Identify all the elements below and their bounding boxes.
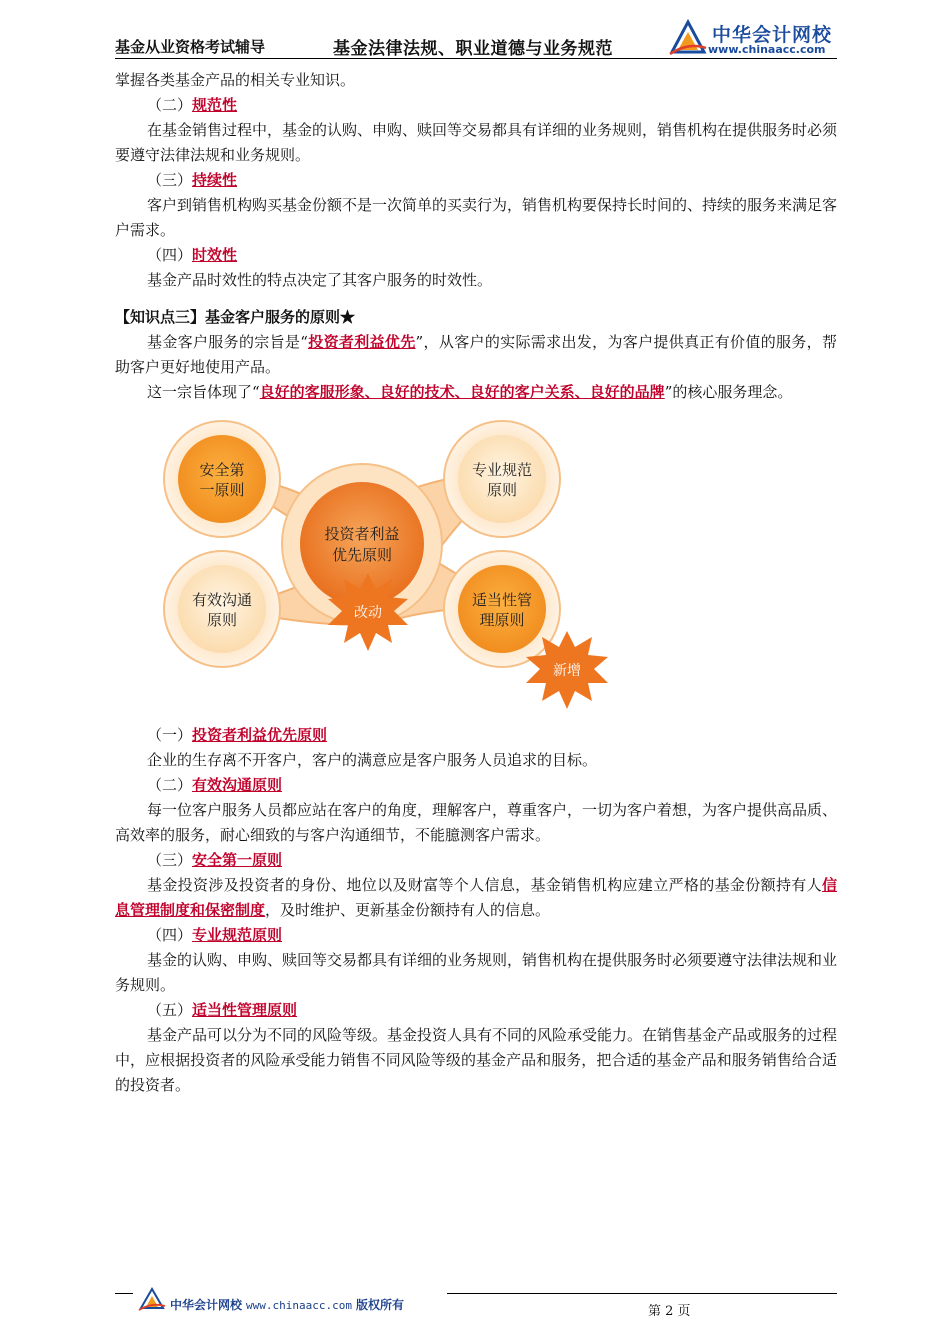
principle-heading bbox=[115, 923, 837, 948]
footer-logo-icon bbox=[138, 1286, 166, 1312]
label-bottom-right: 理原则 bbox=[479, 611, 525, 629]
principle-keyword: 投资者利益优先原则 bbox=[192, 726, 328, 744]
principle-keyword: 安全第一原则 bbox=[192, 851, 283, 869]
label-burst-new: 新增 bbox=[553, 663, 581, 679]
section-keyword: 时效性 bbox=[192, 246, 238, 264]
label-top-left: 安全第 bbox=[199, 461, 245, 479]
label-top-right: 专业规范 bbox=[471, 461, 533, 479]
page-content bbox=[115, 68, 837, 1098]
principle-number: （二） bbox=[147, 776, 193, 794]
logo-name: 中华会计网校 bbox=[712, 24, 833, 46]
footer-brand bbox=[170, 1296, 404, 1313]
k3-paragraph-2 bbox=[115, 380, 837, 405]
principle-text: 企业的生存离不开客户，客户的满意应是客户服务人员追求的目标。 bbox=[147, 751, 598, 769]
footer-brand-name: 中华会计网校 bbox=[170, 1298, 243, 1312]
section-heading bbox=[115, 168, 837, 193]
principles-diagram bbox=[152, 419, 632, 709]
logo-url[interactable]: www.chinaacc.com bbox=[708, 43, 826, 56]
principle-keyword: 专业规范原则 bbox=[192, 926, 283, 944]
footer-rule-left bbox=[115, 1293, 133, 1294]
page-number: 第 2 页 bbox=[648, 1304, 691, 1319]
logo-triangle-icon bbox=[668, 18, 708, 58]
k3-paragraph-1 bbox=[115, 330, 837, 380]
section-text: 基金产品时效性的特点决定了其客户服务的时效性。 bbox=[147, 271, 493, 289]
label-center: 投资者利益 bbox=[324, 525, 400, 543]
section-heading bbox=[115, 93, 837, 118]
section-keyword: 持续性 bbox=[192, 171, 238, 189]
principle-heading bbox=[115, 998, 837, 1023]
label-bottom-left: 原则 bbox=[206, 611, 238, 629]
text-run: 这一宗旨体现了“ bbox=[147, 383, 260, 401]
principle-heading bbox=[115, 773, 837, 798]
footer-rights: 版权所有 bbox=[355, 1298, 404, 1312]
section-number: （二） bbox=[147, 96, 193, 114]
label-bottom-right: 适当性管 bbox=[471, 591, 533, 609]
text-run: 基金投资涉及投资者的身份、地位以及财富等个人信息，基金销售机构应建立严格的基金份额持有人 bbox=[147, 876, 822, 894]
section-number: （三） bbox=[147, 171, 193, 189]
principle-text: 每一位客户服务人员都应站在客户的角度，理解客户，尊重客户，一切为客户着想，为客户提供高品质、高效率的服务，耐心细致的与客户沟通细节，不能臆测客户需求。 bbox=[115, 801, 838, 844]
principle-keyword: 适当性管理原则 bbox=[192, 1001, 298, 1019]
principle-inline-keyword: 信息管理制度和保密制度 bbox=[115, 876, 837, 919]
principles-diagram-svg bbox=[152, 419, 632, 709]
label-top-right: 原则 bbox=[486, 481, 518, 499]
knowledge-point-title: 【知识点三】基金客户服务的原则★ bbox=[115, 308, 356, 326]
principle-text: 基金产品可以分为不同的风险等级。基金投资人具有不同的风险承受能力。在销售基金产品或服务的过程中，应根据投资者的风险承受能力销售不同风险等级的基金产品和服务，把合适的基金产品和服务销售给合适的投资者。 bbox=[115, 1026, 838, 1094]
k3-keyword: 投资者利益优先 bbox=[307, 333, 416, 351]
header-title: 基金法律法规、职业道德与业务规范 bbox=[333, 39, 613, 59]
k3-keyword: 良好的客服形象、良好的技术、良好的客户关系、良好的品牌 bbox=[259, 383, 665, 401]
principle-number: （五） bbox=[147, 1001, 193, 1019]
header-rule bbox=[115, 58, 837, 59]
label-center: 优先原则 bbox=[331, 546, 393, 564]
section-text: 在基金销售过程中，基金的认购、申购、赎回等交易都具有详细的业务规则，销售机构在提供服务时必须要遵守法律法规和业务规则。 bbox=[115, 121, 838, 164]
text-run: ”的核心服务理念。 bbox=[664, 383, 793, 401]
intro-tail: 掌握各类基金产品的相关专业知识。 bbox=[115, 71, 356, 89]
header-course: 基金从业资格考试辅导 bbox=[115, 38, 266, 56]
text-run: 基金客户服务的宗旨是“ bbox=[147, 333, 308, 351]
site-logo[interactable] bbox=[668, 18, 838, 60]
principle-heading bbox=[115, 848, 837, 873]
satellite-bottom-left bbox=[178, 565, 266, 653]
principle-number: （一） bbox=[147, 726, 193, 744]
section-keyword: 规范性 bbox=[192, 96, 238, 114]
principle-heading bbox=[115, 723, 837, 748]
principle-text: 基金的认购、申购、赎回等交易都具有详细的业务规则，销售机构在提供服务时必须要遵守法律法规和业务规则。 bbox=[115, 951, 838, 994]
section-number: （四） bbox=[147, 246, 193, 264]
satellite-top-left bbox=[178, 435, 266, 523]
label-burst-changed: 改动 bbox=[354, 605, 382, 621]
satellite-top-right bbox=[458, 435, 546, 523]
page-header bbox=[115, 18, 835, 60]
label-bottom-left: 有效沟通 bbox=[191, 591, 253, 609]
section-heading bbox=[115, 243, 837, 268]
principle-text bbox=[115, 873, 837, 923]
text-run: ”，从客户的实际需求出发，为客户提供真正有价值的服务，帮助客户更好地使用产品。 bbox=[115, 333, 838, 376]
section-text: 客户到销售机构购买基金份额不是一次简单的买卖行为，销售机构要保持长时间的、持续的服务来满足客户需求。 bbox=[115, 196, 838, 239]
footer-url[interactable]: www.chinaacc.com bbox=[246, 1299, 352, 1312]
principle-number: （四） bbox=[147, 926, 193, 944]
text-run: ，及时维护、更新基金份额持有人的信息。 bbox=[265, 901, 551, 919]
principle-number: （三） bbox=[147, 851, 193, 869]
principle-keyword: 有效沟通原则 bbox=[192, 776, 283, 794]
satellite-bottom-right bbox=[458, 565, 546, 653]
footer-rule-right bbox=[447, 1293, 837, 1294]
label-top-left: 一原则 bbox=[199, 481, 245, 499]
